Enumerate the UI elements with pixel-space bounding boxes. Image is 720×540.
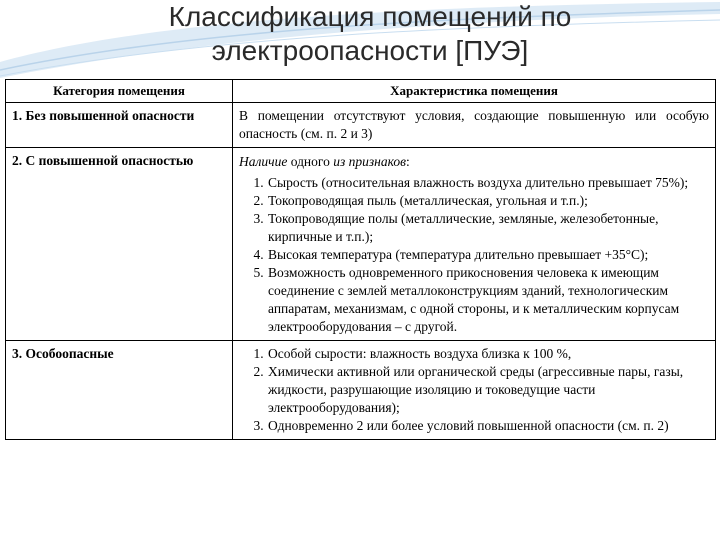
row-2-category: 2. С повышенной опасностью [6,148,233,341]
table-row [6,103,716,148]
list-item: 5. Возможность одновременного прикосновения человека к имеющим соединение с землей металлоконструкциям зданий, технологическим аппаратам, механизмам, с одной стороны, и к металлическим корпусам электрооборудования – с другой. [267,264,709,336]
row-3-description [233,341,716,440]
intro-part-a: Наличие [239,154,291,169]
row-2-criteria-list [239,174,709,336]
table-row [6,341,716,440]
row-3-criteria-list [239,345,709,435]
list-item: 3. Одновременно 2 или более условий повышенной опасности (см. п. 2) [267,417,709,435]
header-characteristic: Характеристика помещения [233,80,716,103]
table-header-row [6,80,716,103]
list-item: 2. Токопроводящая пыль (металлическая, угольная и т.п.); [267,192,709,210]
list-item: 3. Токопроводящие полы (металлические, земляные, железобетонные, кирпичные и т.п.); [267,210,709,246]
header-category: Категория помещения [6,80,233,103]
classification-table [5,79,716,440]
intro-part-d: : [406,154,410,169]
row-2-intro [239,153,709,171]
row-1-category: 1. Без повышенной опасности [6,103,233,148]
intro-part-b: одного [290,154,330,169]
list-item: 2. Химически активной или органической среды (агрессивные пары, газы, жидкости, разрушающие изоляцию и токоведущие части электрооборудования); [267,363,709,417]
page-title [90,0,650,68]
row-1-description: В помещении отсутствуют условия, создающие повышенную или особую опасность (см. п. 2 и 3) [233,103,716,148]
row-3-category: 3. Особоопасные [6,341,233,440]
table-row [6,148,716,341]
list-item: 1. Особой сырости: влажность воздуха близка к 100 %, [267,345,709,363]
list-item: 4. Высокая температура (температура длительно превышает +35°С); [267,246,709,264]
title-line-2: электроопасности [ПУЭ] [211,35,529,66]
row-2-description [233,148,716,341]
intro-part-c: из признаков [329,154,407,169]
title-line-1: Классификация помещений по [168,1,572,32]
list-item: 1. Сырость (относительная влажность воздуха длительно превышает 75%); [267,174,709,192]
